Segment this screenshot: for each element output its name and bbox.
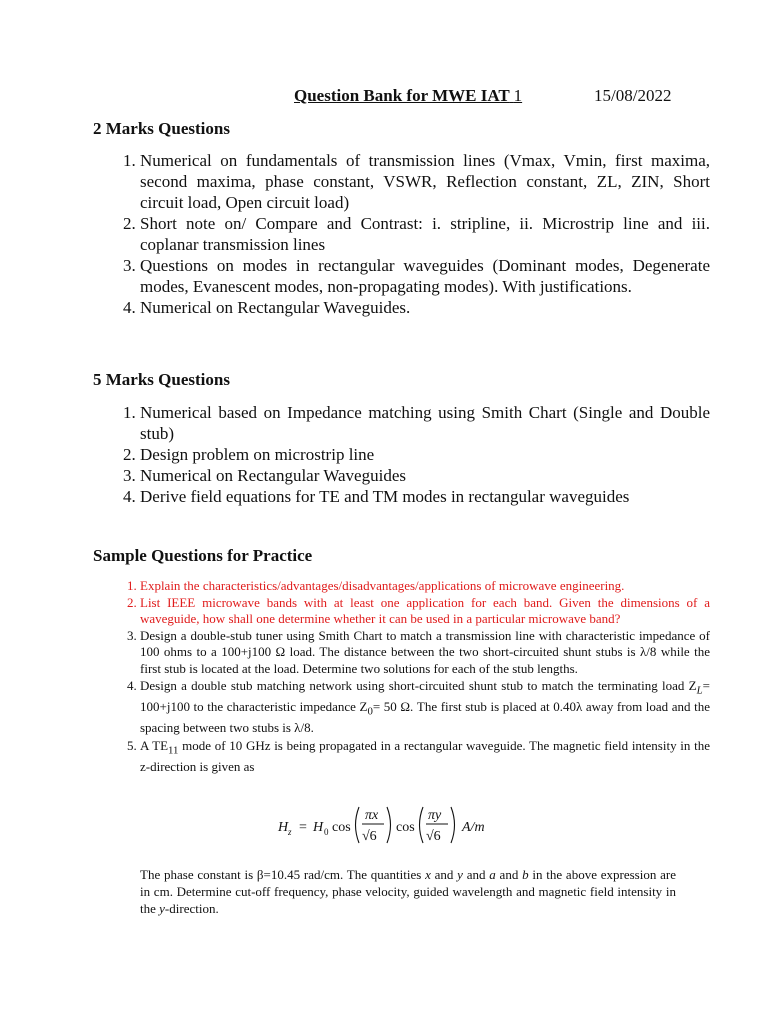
list-item: 4. Derive field equations for TE and TM modes in rectangular waveguides	[140, 486, 710, 507]
title-number: 1	[513, 86, 523, 105]
eq-cos-1: cos	[332, 820, 351, 835]
eq-num-y: πy	[428, 808, 442, 823]
eq-equals: =	[299, 820, 307, 835]
date: 15/08/2022	[594, 86, 672, 105]
section-heading-5-marks: 5 Marks Questions	[93, 370, 230, 389]
eq-h: H	[313, 820, 324, 835]
list-item: 1. Numerical on fundamentals of transmission lines (Vmax, Vmin, first maxima, second maxima, phase constant, VSWR, Reflection constant, ZL, ZIN, Short circuit load, Open circuit load)	[140, 150, 710, 213]
paren-right-2	[451, 807, 455, 843]
page-title: Question Bank for MWE IAT 1	[294, 86, 523, 105]
eq-unit: A/m	[462, 820, 485, 835]
paren-left-1	[356, 807, 360, 843]
list-item: 1. Explain the characteristics/advantages/disadvantages/applications of microwave engineering.	[140, 578, 710, 595]
eq-lhs: H	[278, 820, 289, 835]
magnetic-field-equation	[276, 803, 516, 847]
five-marks-list	[106, 402, 710, 507]
list-item: 3. Numerical on Rectangular Waveguides	[140, 465, 710, 486]
list-item: 2. Short note on/ Compare and Contrast: i. stripline, ii. Microstrip line and iii. coplanar transmission lines	[140, 213, 710, 255]
list-item: 1. Numerical based on Impedance matching using Smith Chart (Single and Double stub)	[140, 402, 710, 444]
list-item: 2. Design problem on microstrip line	[140, 444, 710, 465]
section-heading-sample: Sample Questions for Practice	[93, 546, 313, 565]
list-item: 4. Numerical on Rectangular Waveguides.	[140, 297, 710, 318]
list-item: 2. List IEEE microwave bands with at least one application for each band. Given the dimensions of a waveguide, how shall one determine whether it can be used in a particular microwave band?	[140, 595, 710, 628]
eq-den-1: √6	[362, 829, 377, 844]
list-item: 4. Design a double stub matching network using short-circuited shunt stub to match the terminating load $Z_L= 100+j100$ to the characteristic impedance $Z_0= 50$ Ω. The first stub is placed at 0.40λ away from load and the spacing between two stubs is λ/8.	[140, 678, 710, 737]
sample-questions-list	[106, 578, 710, 775]
two-marks-list	[106, 150, 710, 318]
eq-num-x: πx	[365, 808, 379, 823]
list-item: 3. Design a double-stub tuner using Smith Chart to match a transmission line with characteristic impedance of 100 ohms to a 100+j100 Ω load. The distance between the two short-circuited shunt stubs is λ/8 while the first stub is located at the load. Determine two solutions for each of the stub lengths.	[140, 628, 710, 678]
eq-h-sub: 0	[324, 827, 329, 837]
eq-lhs-sub: z	[288, 827, 292, 837]
paren-left-2	[420, 807, 424, 843]
paren-right-1	[387, 807, 391, 843]
eq-den-2: √6	[426, 829, 441, 844]
header	[0, 86, 768, 110]
phase-constant-paragraph: The phase constant is β=10.45 rad/cm. The quantities x and y and a and b in the above expression are in cm. Determine cut-off frequency, phase velocity, guided wavelength and magnetic field intensity in the y-direction.	[140, 867, 676, 916]
section-heading-2-marks: 2 Marks Questions	[93, 119, 230, 138]
list-item: 3. Questions on modes in rectangular waveguides (Dominant modes, Degenerate modes, Evanescent modes, non-propagating modes). With justifications.	[140, 255, 710, 297]
eq-cos-2: cos	[396, 820, 415, 835]
list-item: 5. A $TE_{11}$ mode of 10 GHz is being propagated in a rectangular waveguide. The magnetic field intensity in the z-direction is given as	[140, 738, 710, 776]
